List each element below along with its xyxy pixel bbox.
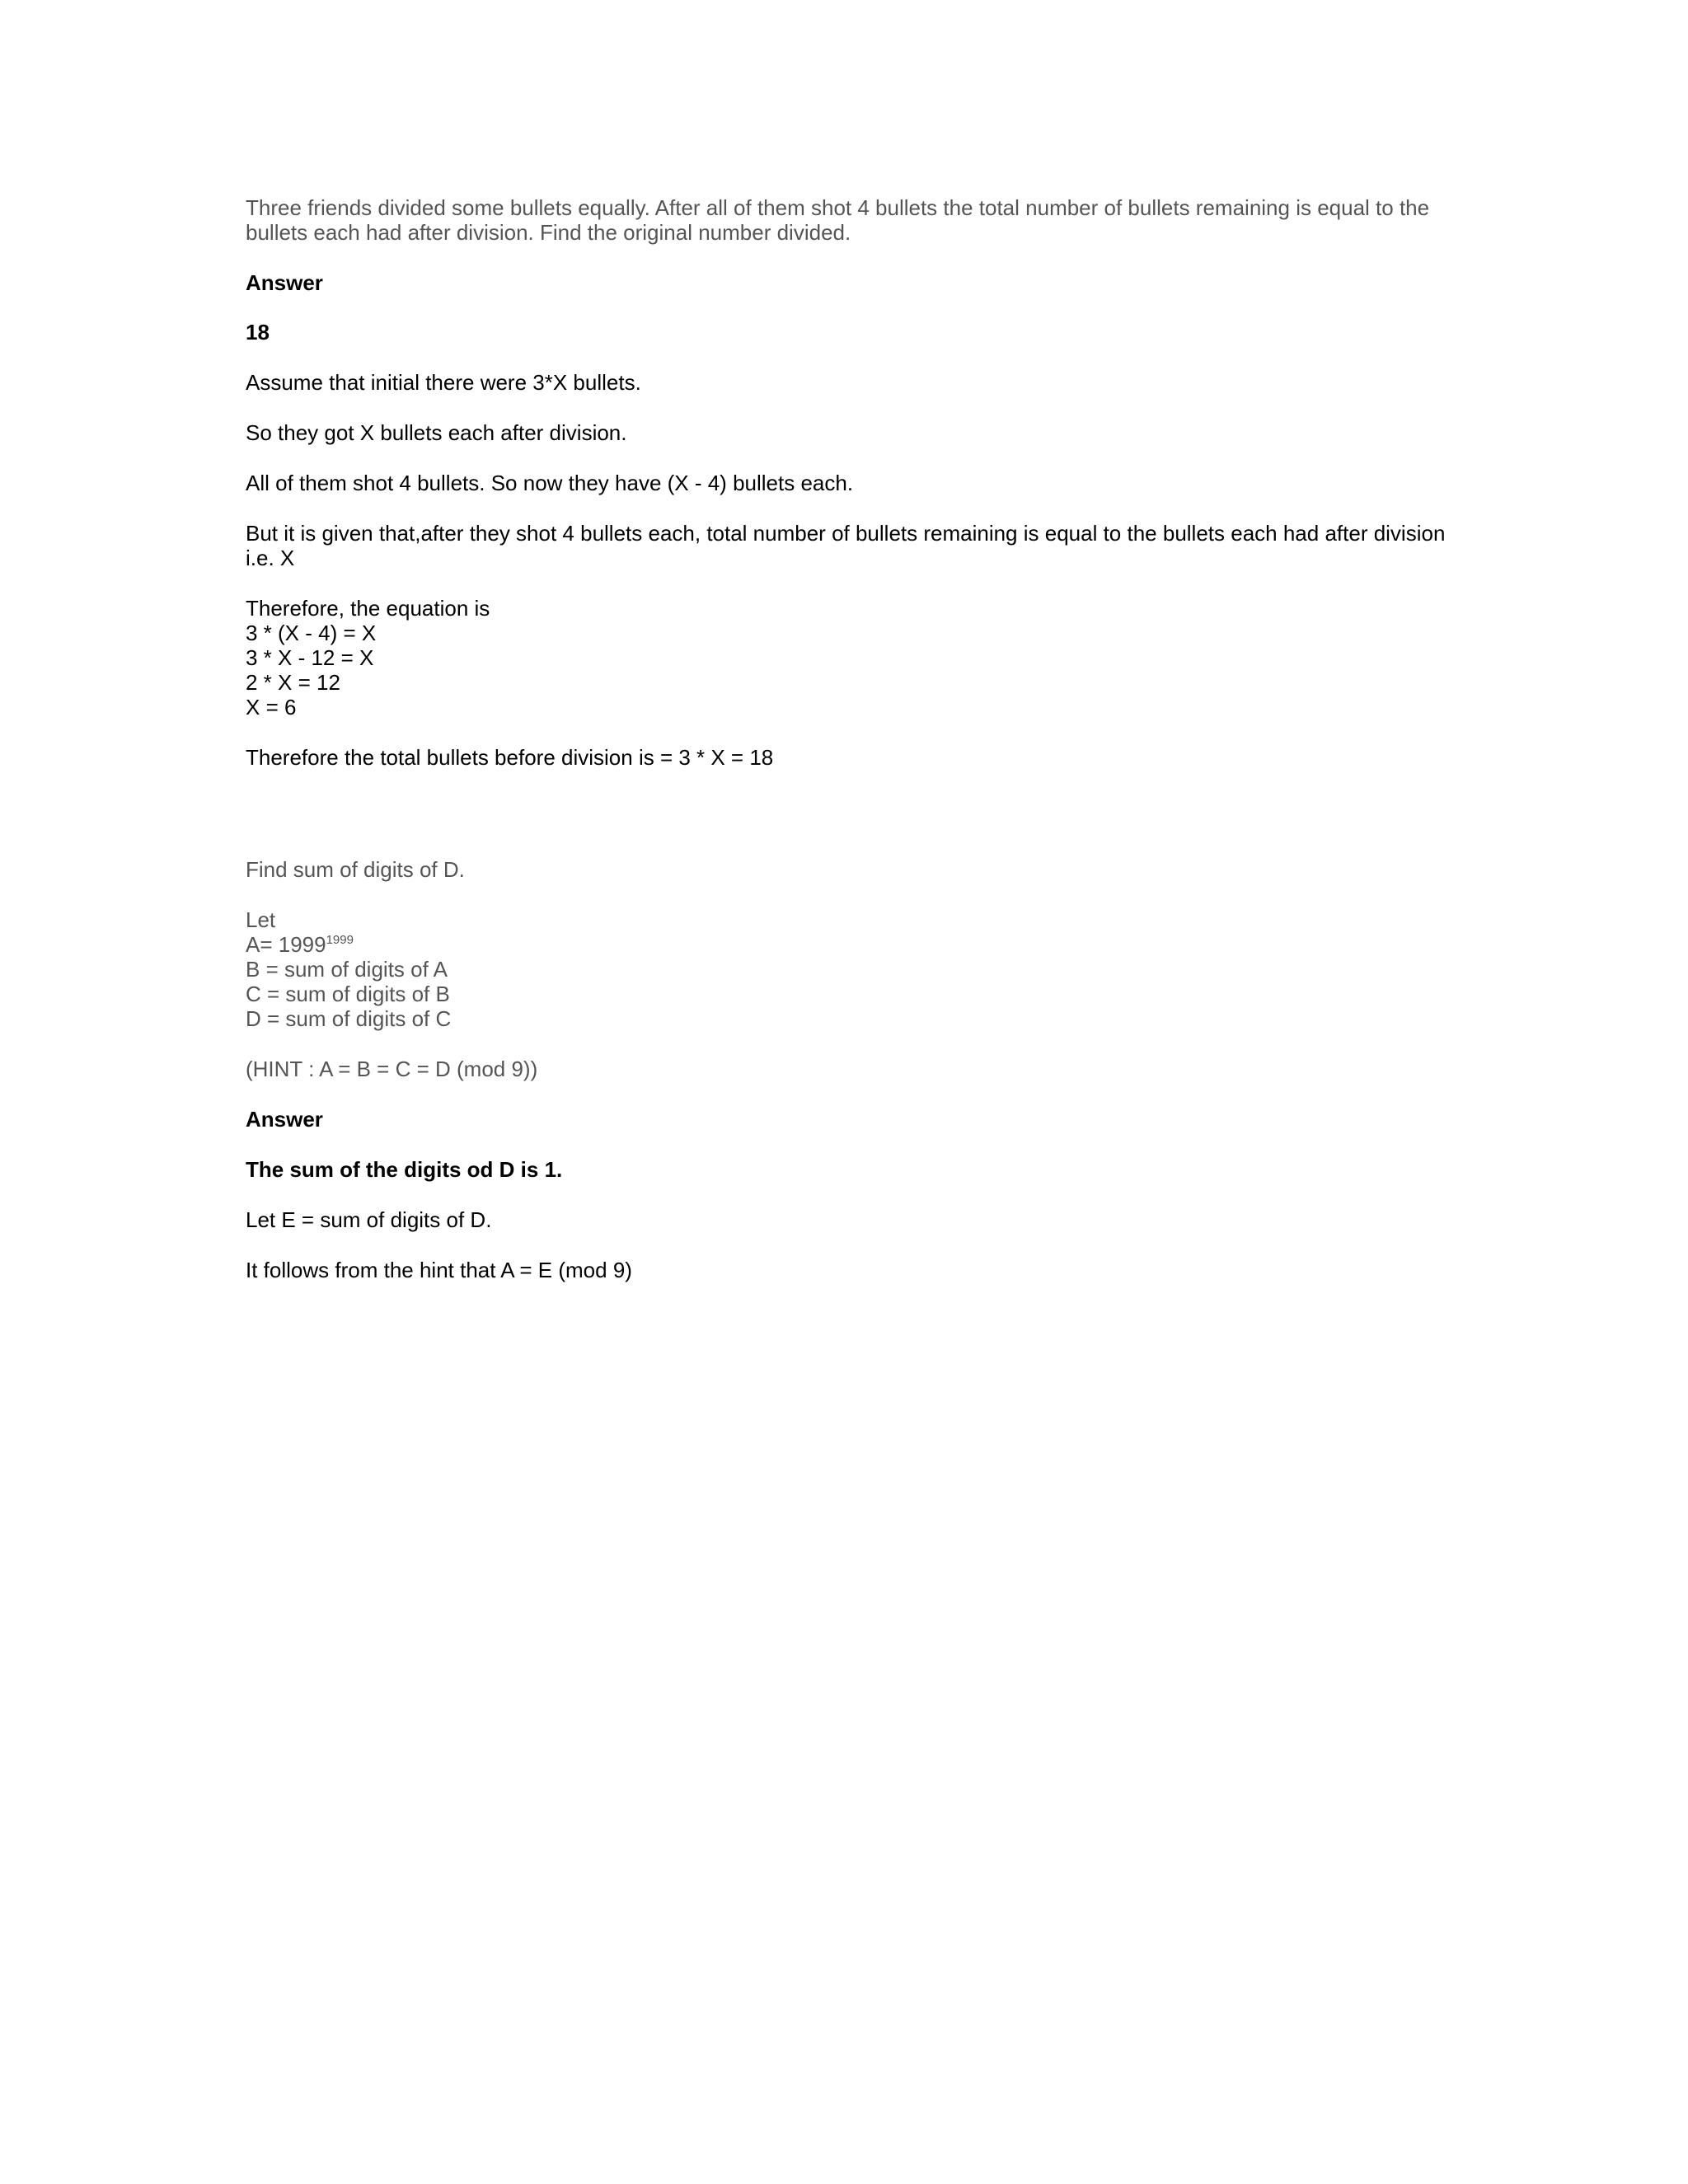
problem2-def-a-exponent: 1999 [326, 933, 354, 947]
problem2-def-a [246, 932, 1449, 957]
problem2-def-d: D = sum of digits of C [246, 1006, 452, 1031]
problem2-step-2: It follows from the hint that A = E (mod 9) [246, 1258, 632, 1282]
problem1-question: Three friends divided some bullets equally. After all of them shot 4 bullets the total number of bullets remaining is equal to the bullets each had after division. Find the original number divided. [246, 195, 1430, 245]
problem2-hint: (HINT : A = B = C = D (mod 9)) [246, 1057, 538, 1081]
problem1-equation-block [246, 596, 1449, 719]
problem1-step-4: But it is given that,after they shot 4 bullets each, total number of bullets remaining is equal to the bullets each had after division i.e. X [246, 521, 1446, 570]
problem1-answer-heading: Answer [246, 270, 323, 295]
problem2-let: Let [246, 907, 276, 932]
problem1-equation-line: X = 6 [246, 695, 297, 719]
problem1-step-3: All of them shot 4 bullets. So now they have (X - 4) bullets each. [246, 471, 854, 495]
problem2-def-c: C = sum of digits of B [246, 982, 450, 1006]
problem2-def-b: B = sum of digits of A [246, 957, 448, 982]
problem2-definitions [246, 907, 1449, 1031]
problem2-def-a-base: A= 1999 [246, 932, 326, 957]
problem2-step-1: Let E = sum of digits of D. [246, 1207, 492, 1232]
problem1-step-2: So they got X bullets each after division. [246, 420, 627, 445]
problem1-equation-line: 2 * X = 12 [246, 670, 340, 695]
problem2-question: Find sum of digits of D. [246, 857, 465, 882]
problem1-equation-line: 3 * X - 12 = X [246, 645, 374, 670]
problem1-answer-value: 18 [246, 320, 270, 344]
problem2-answer-heading: Answer [246, 1107, 323, 1132]
problem1-step-1: Assume that initial there were 3*X bullets. [246, 370, 641, 395]
problem1-equation-line: 3 * (X - 4) = X [246, 621, 377, 645]
problem1-conclusion: Therefore the total bullets before division is = 3 * X = 18 [246, 745, 774, 770]
problem2-answer-value: The sum of the digits od D is 1. [246, 1157, 563, 1182]
problem1-equation-intro: Therefore, the equation is [246, 596, 490, 621]
document-page [246, 195, 1449, 1282]
